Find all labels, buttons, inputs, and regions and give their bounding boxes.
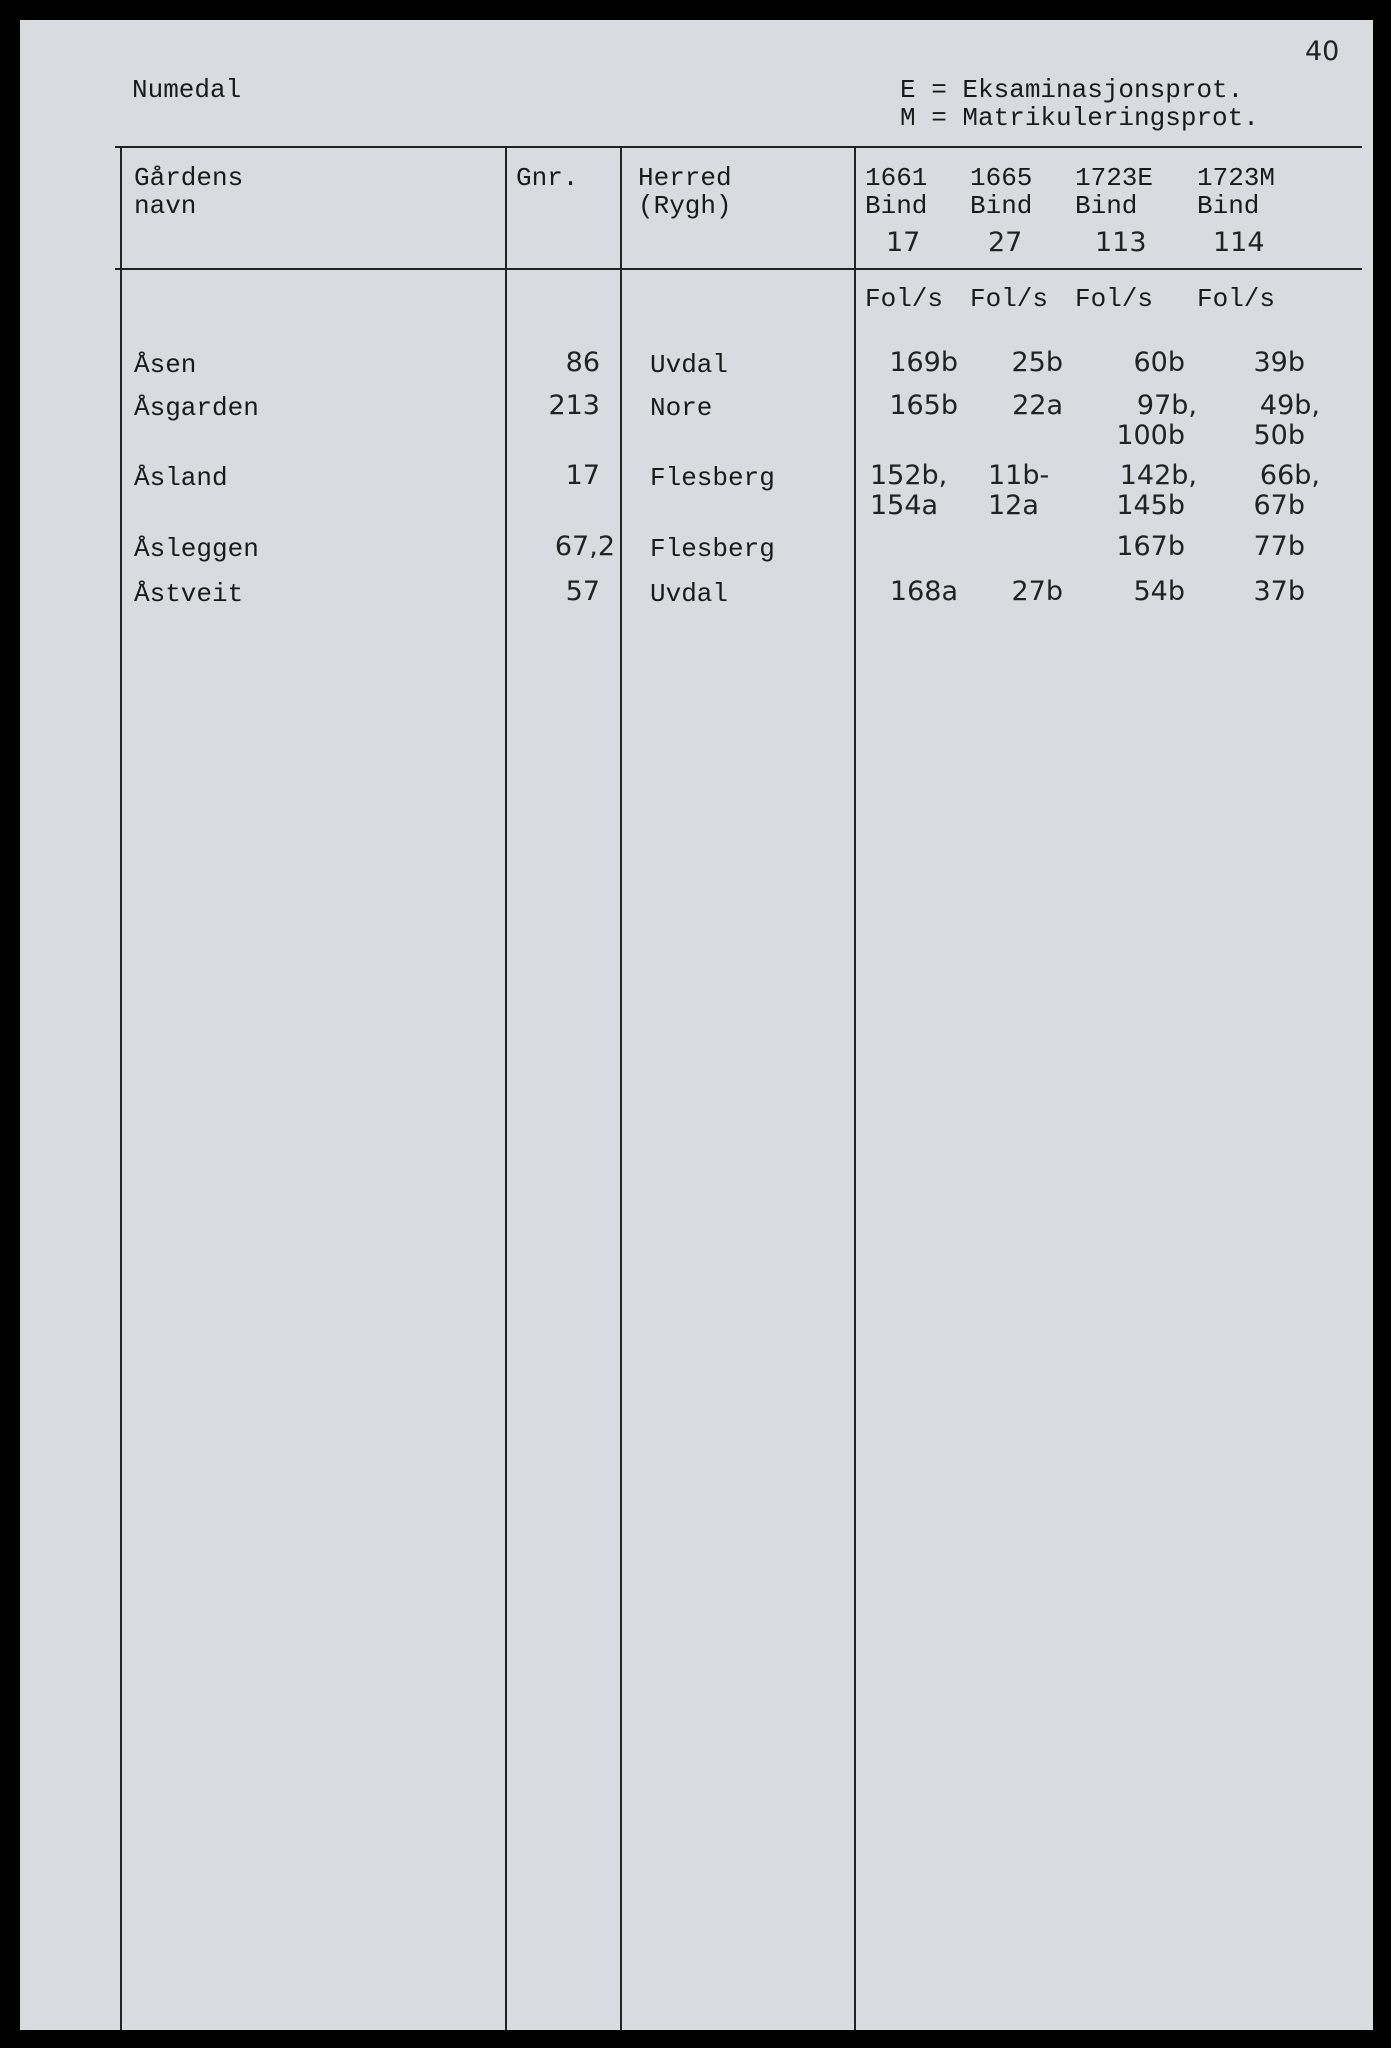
col-divider-gnr bbox=[620, 146, 622, 2030]
fol-1661: 165b bbox=[889, 390, 958, 421]
header-name-line1: Gårdens bbox=[134, 163, 244, 193]
fol-1665: 22a bbox=[1012, 390, 1063, 421]
header-year-1665: 1665 bbox=[970, 163, 1033, 193]
fol-1723e: 60b bbox=[1133, 347, 1185, 378]
header-herred-line2: (Rygh) bbox=[638, 191, 732, 221]
farm-name: Åsen bbox=[134, 350, 197, 380]
fol-1723m: 39b bbox=[1253, 347, 1305, 378]
fol-1723m-cont: 50b bbox=[1253, 420, 1305, 451]
fol-1723e: 97b, bbox=[1136, 390, 1197, 421]
fol-1723m: 66b, bbox=[1259, 460, 1320, 491]
header-fol-1661: Fol/s bbox=[865, 284, 944, 314]
herred-value: Uvdal bbox=[650, 350, 729, 380]
farm-name: Åsleggen bbox=[134, 534, 259, 564]
fol-1661: 168a bbox=[889, 576, 958, 607]
fol-1665: 25b bbox=[1011, 347, 1063, 378]
header-herred-line1: Herred bbox=[638, 163, 732, 193]
region-title: Numedal bbox=[132, 75, 242, 105]
legend-line-1: E = Eksaminasjonsprot. bbox=[900, 75, 1244, 105]
header-year-1661: 1661 bbox=[865, 163, 928, 193]
header-fol-1665: Fol/s bbox=[970, 284, 1049, 314]
gnr-value: 213 bbox=[548, 390, 600, 421]
gnr-value: 86 bbox=[565, 347, 600, 378]
fol-1723e: 54b bbox=[1133, 576, 1185, 607]
header-gnr: Gnr. bbox=[516, 163, 579, 193]
fol-1723e-cont: 100b bbox=[1116, 420, 1185, 451]
header-bind-1723m: Bind bbox=[1197, 191, 1260, 221]
header-bind-1665: Bind bbox=[970, 191, 1033, 221]
legend-line-2: M = Matrikuleringsprot. bbox=[900, 103, 1259, 133]
fol-1723m-cont: 67b bbox=[1253, 490, 1305, 521]
fol-1661-cont: 154a bbox=[870, 490, 939, 521]
header-year-1723m: 1723M bbox=[1197, 163, 1276, 193]
col-divider-herred bbox=[854, 146, 856, 2030]
header-bindno-1723e: 113 bbox=[1095, 227, 1147, 258]
table-top-border bbox=[115, 146, 1362, 148]
header-bindno-1665: 27 bbox=[988, 227, 1023, 258]
fol-1723e: 142b, bbox=[1119, 460, 1197, 491]
herred-value: Uvdal bbox=[650, 579, 729, 609]
document-page bbox=[20, 20, 1373, 2030]
header-bindno-1723m: 114 bbox=[1213, 227, 1265, 258]
fol-1665: 11b- bbox=[988, 460, 1050, 491]
gnr-value: 17 bbox=[565, 460, 600, 491]
herred-value: Nore bbox=[650, 393, 713, 423]
page-number: 40 bbox=[1305, 36, 1340, 67]
header-bindno-1661: 17 bbox=[886, 227, 921, 258]
fol-1665-cont: 12a bbox=[988, 490, 1039, 521]
fol-1661: 152b, bbox=[870, 460, 948, 491]
header-name-line2: navn bbox=[134, 191, 197, 221]
col-divider-name bbox=[505, 146, 507, 2030]
header-fol-1723m: Fol/s bbox=[1197, 284, 1276, 314]
gnr-value: 67,2 bbox=[554, 531, 615, 562]
header-year-1723e: 1723E bbox=[1075, 163, 1154, 193]
herred-value: Flesberg bbox=[650, 534, 775, 564]
farm-name: Åsgarden bbox=[134, 393, 259, 423]
header-bottom-border bbox=[115, 268, 1362, 270]
fol-1723e-cont: 145b bbox=[1116, 490, 1185, 521]
header-bind-1661: Bind bbox=[865, 191, 928, 221]
farm-name: Åstveit bbox=[134, 579, 244, 609]
table-left-border bbox=[120, 146, 122, 2030]
fol-1723m: 37b bbox=[1253, 576, 1305, 607]
fol-1723m: 49b, bbox=[1259, 390, 1320, 421]
farm-name: Åsland bbox=[134, 463, 228, 493]
gnr-value: 57 bbox=[565, 576, 600, 607]
herred-value: Flesberg bbox=[650, 463, 775, 493]
fol-1661: 169b bbox=[889, 347, 958, 378]
header-bind-1723e: Bind bbox=[1075, 191, 1138, 221]
header-fol-1723e: Fol/s bbox=[1075, 284, 1154, 314]
fol-1665: 27b bbox=[1011, 576, 1063, 607]
fol-1723e: 167b bbox=[1116, 531, 1185, 562]
fol-1723m: 77b bbox=[1253, 531, 1305, 562]
